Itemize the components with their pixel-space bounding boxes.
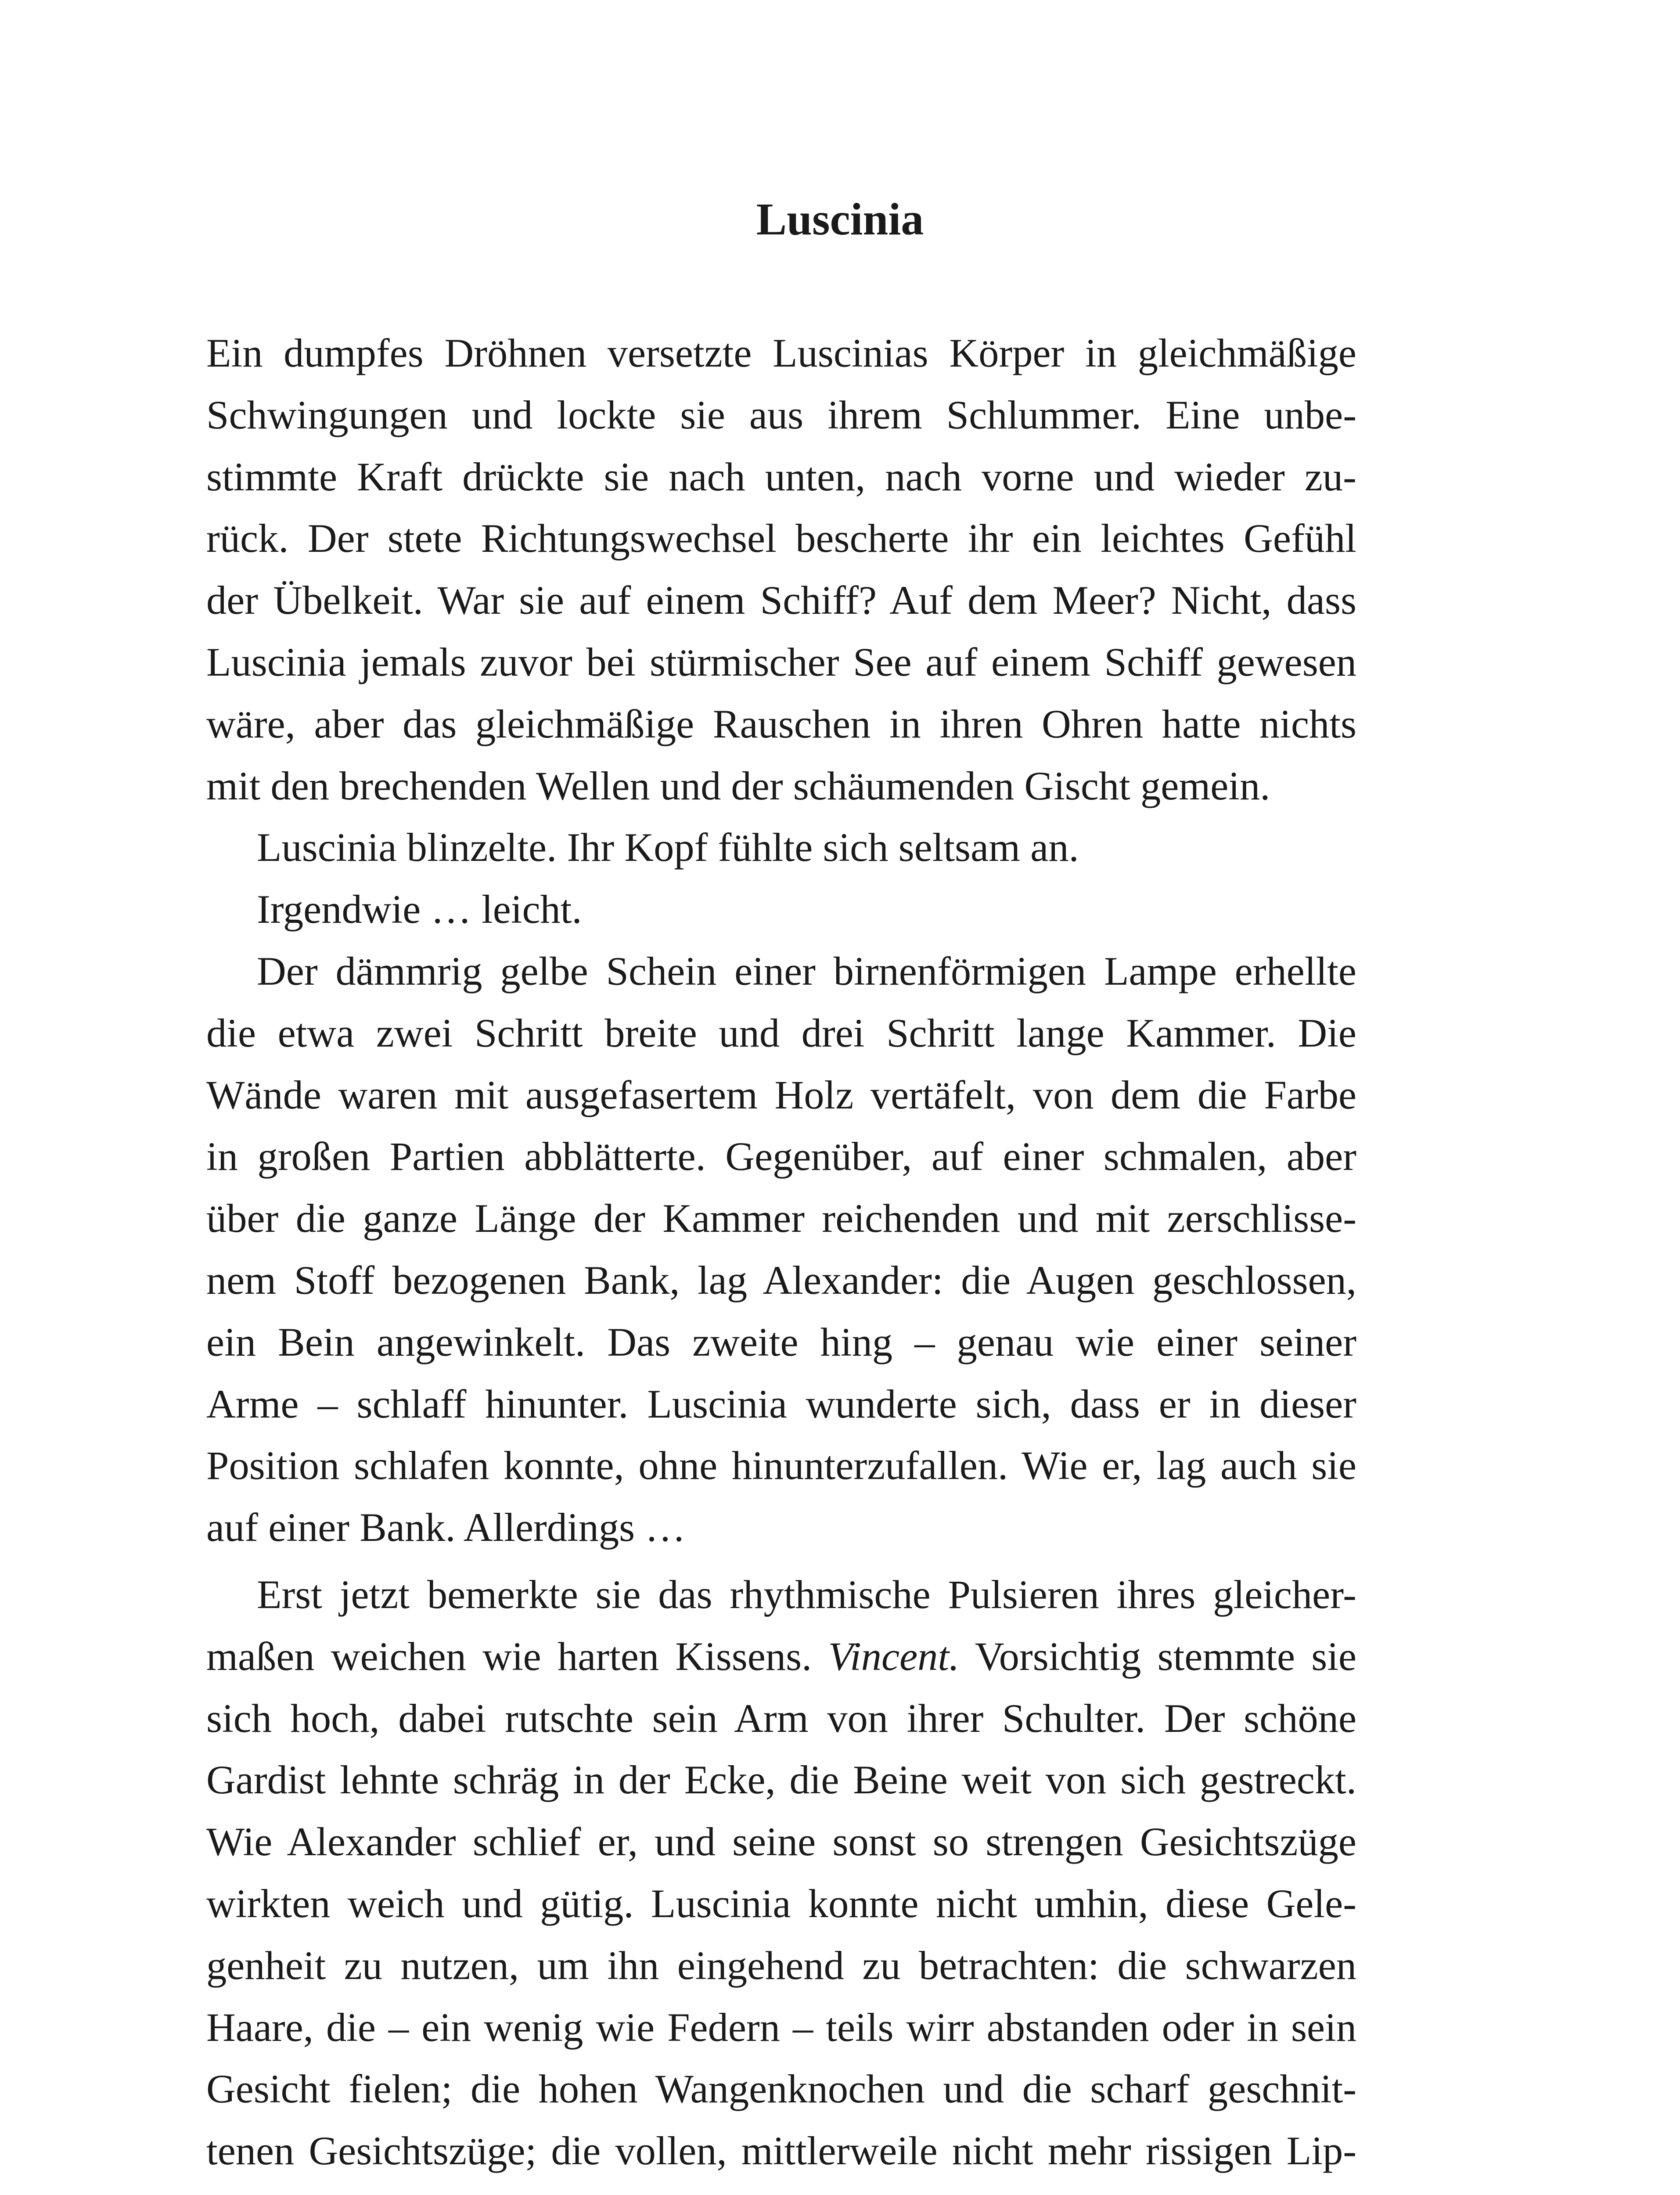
text-line: wirkten weich und gütig. Luscinia konnte nicht umhin, diese Gele- [206, 1881, 1356, 1926]
text-line: Position schlafen konnte, ohne hinunterzufallen. Wie er, lag auch sie [206, 1443, 1356, 1489]
text-line: in großen Partien abblätterte. Gegenüber, auf einer schmalen, aber [206, 1134, 1356, 1180]
text-line: Wie Alexander schlief er, und seine sonst so strengen Gesichtszüge [206, 1820, 1356, 1865]
text-line: Ein dumpfes Dröhnen versetzte Luscinias Körper in gleichmäßige [206, 331, 1356, 376]
text-line: auf einer Bank. Allerdings … [206, 1505, 686, 1551]
text-line: über die ganze Länge der Kammer reichenden und mit zerschlisse- [206, 1196, 1356, 1241]
text-line: ein Bein angewinkelt. Das zweite hing – genau wie einer seiner [206, 1320, 1356, 1365]
text-line: Irgendwie … leicht. [257, 887, 582, 932]
text-line: sich hoch, dabei rutschte sein Arm von ihrer Schulter. Der schöne [206, 1696, 1356, 1741]
text-line: genheit zu nutzen, um ihn eingehend zu betrachten: die schwarzen [206, 1943, 1356, 1988]
text-line: Der dämmrig gelbe Schein einer birnenförmigen Lampe erhellte [257, 949, 1356, 994]
paragraph [206, 323, 1356, 817]
text-line: die etwa zwei Schritt breite und drei Schritt lange Kammer. Die [206, 1011, 1356, 1056]
text-segment: maßen weichen wie harten Kissens. [206, 1634, 828, 1679]
text-segment: Vorsichtig stemmte sie [959, 1634, 1356, 1679]
text-line: der Übelkeit. War sie auf einem Schiff? Auf dem Meer? Nicht, dass [206, 578, 1356, 623]
text-line: tenen Gesichtszüge; die vollen, mittlerweile nicht mehr rissigen Lip- [206, 2129, 1356, 2174]
text-line: Erst jetzt bemerkte sie das rhythmische Pulsieren ihres gleicher- [257, 1572, 1356, 1617]
text-line: Luscinia blinzelte. Ihr Kopf fühlte sich seltsam an. [257, 825, 1079, 871]
text-line: stimmte Kraft drückte sie nach unten, nach vorne und wieder zu- [206, 454, 1356, 500]
paragraph [206, 817, 1356, 879]
text-line: mit den brechenden Wellen und der schäumenden Gischt gemein. [206, 763, 1270, 809]
text-line: Gesicht fielen; die hohen Wangenknochen und die scharf geschnit- [206, 2067, 1356, 2112]
text-line: rück. Der stete Richtungswechsel bescherte ihr ein leichtes Gefühl [206, 516, 1356, 561]
body-text [206, 323, 1356, 2182]
text-line: Haare, die – ein wenig wie Federn – teils wirr abstanden oder in sein [206, 2005, 1356, 2050]
chapter-title: Luscinia [756, 194, 924, 245]
italic-name: Vincent. [828, 1634, 960, 1679]
text-line: wäre, aber das gleichmäßige Rauschen in ihren Ohren hatte nichts [206, 702, 1356, 747]
text-line: Wände waren mit ausgefasertem Holz vertäfelt, von dem die Farbe [206, 1072, 1356, 1118]
paragraph [206, 941, 1356, 1559]
text-line: Luscinia jemals zuvor bei stürmischer See auf einem Schiff gewesen [206, 640, 1356, 685]
text-line: Gardist lehnte schräg in der Ecke, die Beine weit von sich gestreckt. [206, 1758, 1356, 1803]
paragraph [206, 879, 1356, 941]
text-line: Arme – schlaff hinunter. Luscinia wunderte sich, dass er in dieser [206, 1382, 1356, 1427]
text-line: nem Stoff bezogenen Bank, lag Alexander: die Augen geschlossen, [206, 1258, 1356, 1303]
paragraph [206, 1564, 1356, 2182]
text-line: Schwingungen und lockte sie aus ihrem Schlummer. Eine unbe- [206, 392, 1356, 438]
text-line [206, 1626, 1356, 1688]
